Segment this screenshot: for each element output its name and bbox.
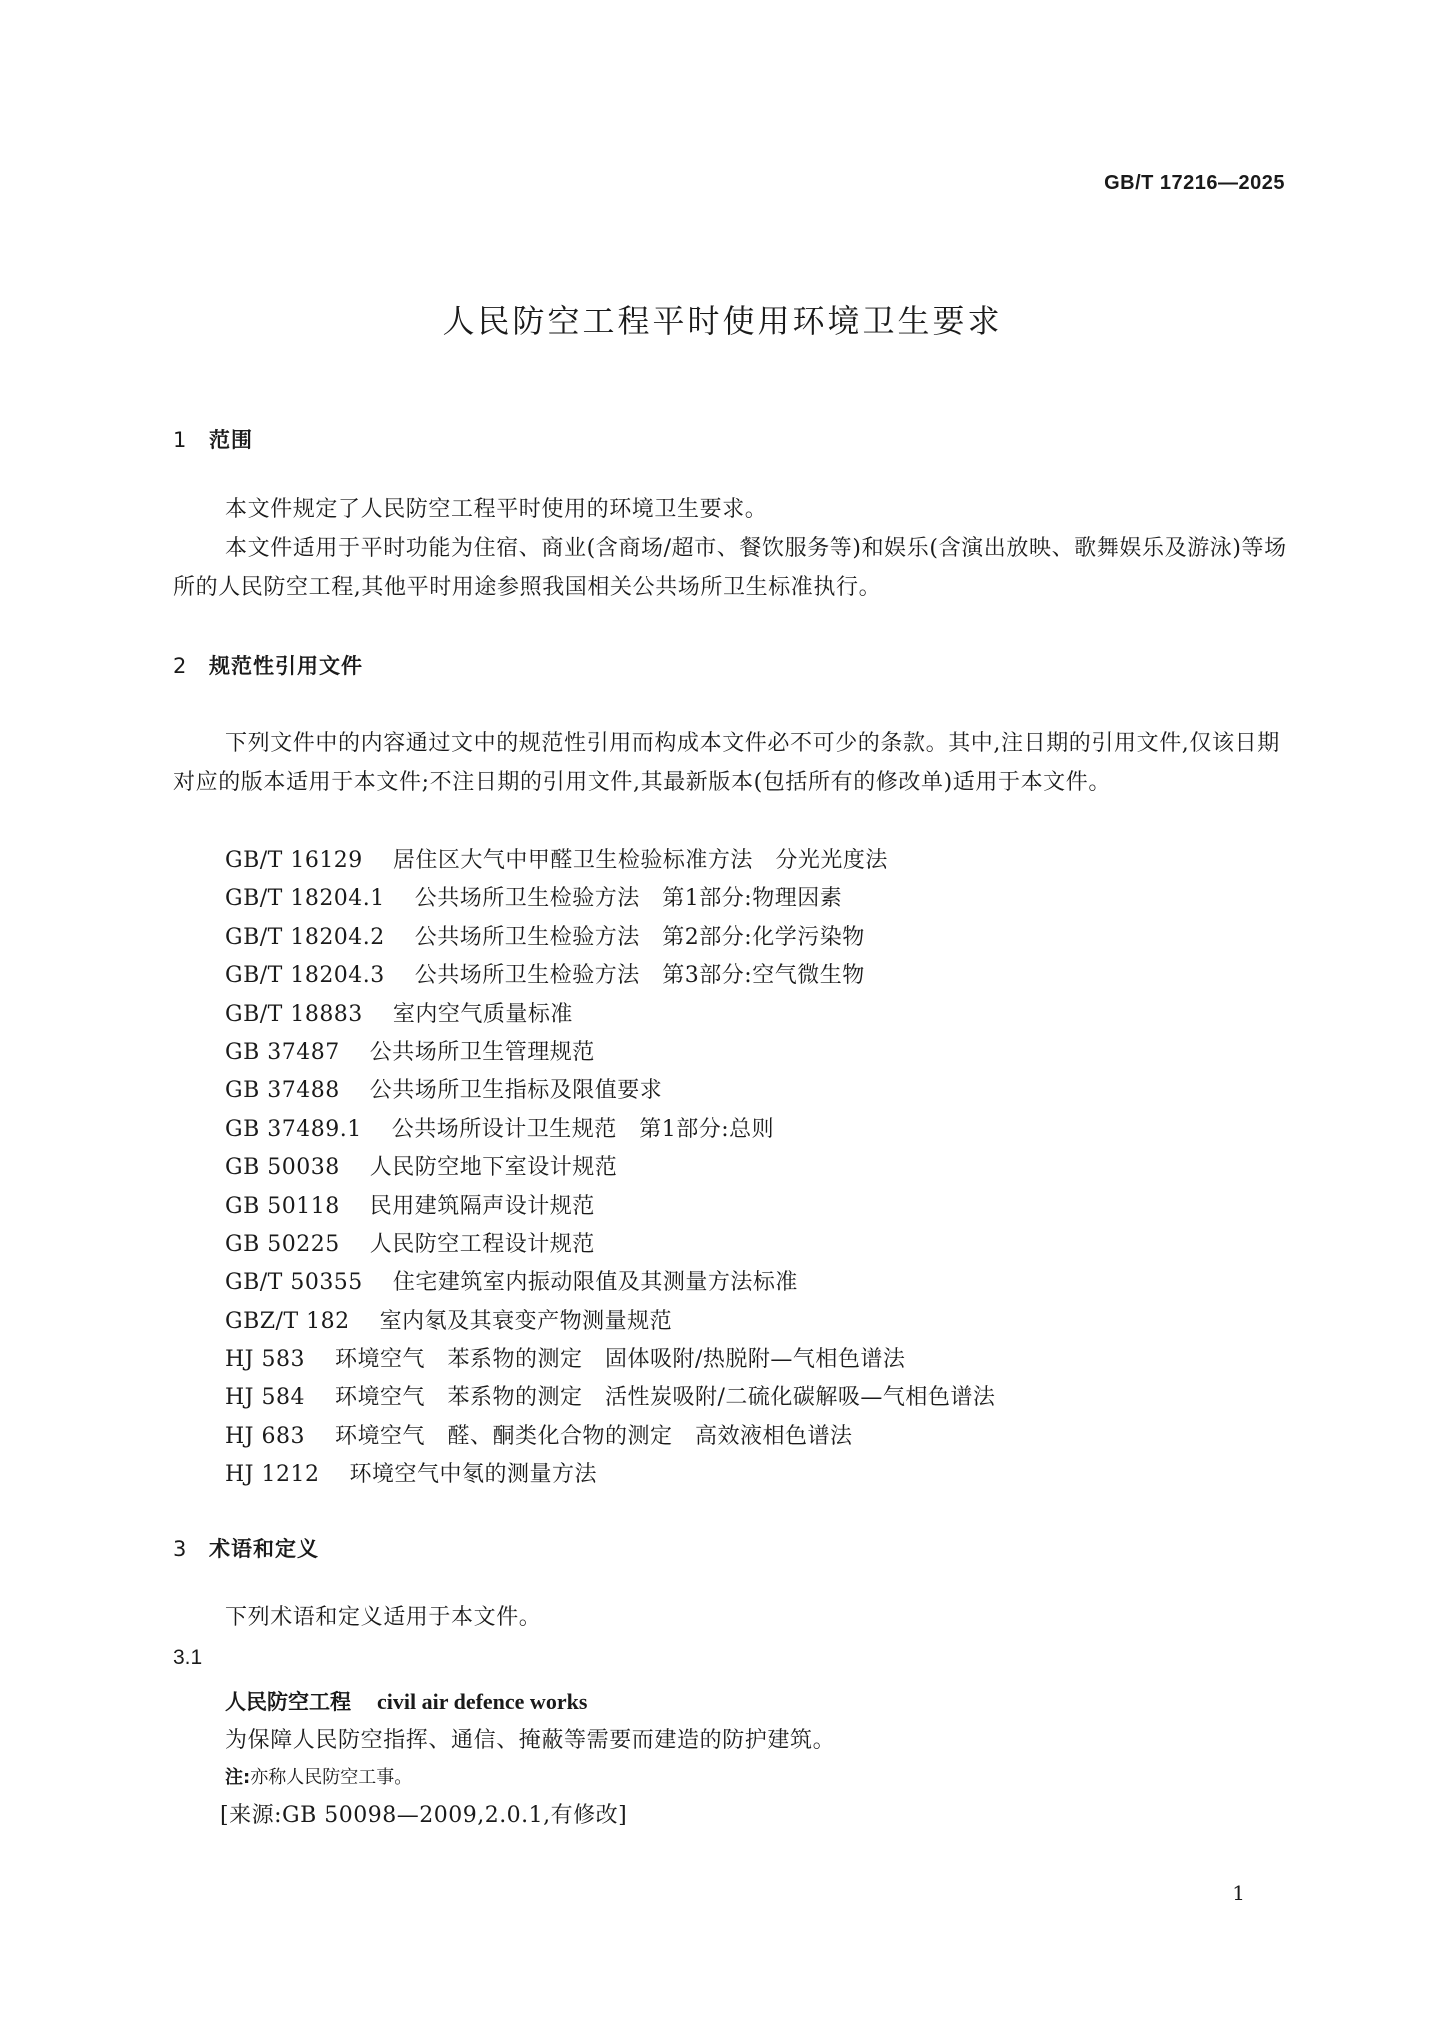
normative-references-list [225,842,995,1495]
reference-code: GB 50038 [225,1155,340,1181]
section-title: 规范性引用文件 [209,654,363,678]
paragraph-text: 本文件适用于平时功能为住宿、商业(含商场/超市、餐饮服务等)和娱乐(含演出放映、歌舞娱乐及游泳)等场所的人民防空工程,其他平时用途参照我国相关公共场所卫生标准执行。 [173,536,1287,600]
reference-title: 环境空气 苯系物的测定 活性炭吸附/二硫化碳解吸—气相色谱法 [335,1385,996,1411]
reference-title: 住宅建筑室内振动限值及其测量方法标准 [392,1270,798,1296]
section-2-heading [173,650,363,680]
reference-title: 环境空气 醛、酮类化合物的测定 高效液相色谱法 [335,1423,853,1449]
reference-item [225,1341,995,1379]
reference-code: GB 37487 [225,1039,340,1065]
reference-title: 公共场所卫生管理规范 [369,1039,595,1065]
reference-item [225,996,995,1034]
scope-paragraph-2 [173,529,1295,607]
reference-title: 公共场所设计卫生规范 第1部分:总则 [391,1116,775,1142]
reference-title: 公共场所卫生检验方法 第3部分:空气微生物 [414,963,865,989]
reference-item [225,1072,995,1110]
reference-item [225,1111,995,1149]
section-3-heading [173,1533,319,1563]
reference-item [225,1188,995,1226]
reference-code: GB/T 18204.2 [225,924,385,950]
term-note [225,1763,412,1789]
reference-code: HJ 583 [225,1347,305,1373]
reference-item [225,1264,995,1302]
reference-item [225,1379,995,1417]
paragraph-text: 下列术语和定义适用于本文件。 [225,1605,542,1630]
document-title: 人民防空工程平时使用环境卫生要求 [442,302,1003,340]
reference-code: GB/T 16129 [225,848,363,873]
reference-item [225,919,995,957]
reference-title: 公共场所卫生指标及限值要求 [369,1078,663,1104]
paragraph-text: 本文件规定了人民防空工程平时使用的环境卫生要求。 [225,497,768,522]
term-name-en: civil air defence works [377,1689,588,1714]
reference-title: 公共场所卫生检验方法 第1部分:物理因素 [414,886,843,912]
reference-code: GB/T 18204.3 [225,963,385,989]
reference-title: 人民防空地下室设计规范 [369,1155,618,1181]
note-text: 亦称人民防空工事。 [250,1767,413,1788]
section-number: 3 [173,1537,188,1561]
note-label: 注: [225,1767,251,1788]
reference-code: GB/T 18883 [225,1001,363,1027]
reference-item [225,1226,995,1264]
term-name-zh: 人民防空工程 [225,1690,351,1714]
reference-code: GB 37488 [225,1078,340,1104]
term-number: 3.1 [173,1646,203,1669]
reference-title: 环境空气中氡的测量方法 [349,1462,598,1488]
reference-title: 公共场所卫生检验方法 第2部分:化学污染物 [414,924,865,950]
document-code: GB/T 17216—2025 [1104,172,1285,194]
reference-item [225,1303,995,1341]
reference-item [225,1034,995,1072]
reference-item [225,842,995,880]
reference-code: GBZ/T 182 [225,1308,350,1334]
paragraph-text: 下列文件中的内容通过文中的规范性引用而构成本文件必不可少的条款。其中,注日期的引用文件,仅该日期对应的版本适用于本文件;不注日期的引用文件,其最新版本(包括所有的修改单)适用于本文件。 [173,731,1280,795]
reference-code: GB 50225 [225,1231,340,1257]
reference-item [225,880,995,918]
reference-item [225,1418,995,1456]
section-number: 2 [173,654,188,678]
reference-code: GB 50118 [225,1193,340,1219]
section-title: 术语和定义 [209,1537,319,1561]
reference-title: 民用建筑隔声设计规范 [369,1193,595,1219]
reference-item [225,1456,995,1494]
reference-title: 居住区大气中甲醛卫生检验标准方法 分光光度法 [392,848,888,873]
reference-title: 人民防空工程设计规范 [369,1231,595,1257]
term-source: [来源:GB 50098—2009,2.0.1,有修改] [220,1803,628,1828]
terms-intro-paragraph [173,1598,1295,1637]
term-definition: 为保障人民防空指挥、通信、掩蔽等需要而建造的防护建筑。 [225,1728,836,1753]
reference-code: HJ 584 [225,1385,305,1411]
reference-item [225,957,995,995]
reference-title: 室内氡及其衰变产物测量规范 [379,1308,673,1334]
term-name [225,1686,587,1716]
reference-code: GB/T 50355 [225,1270,363,1296]
section-number: 1 [173,428,188,452]
reference-code: HJ 1212 [225,1462,320,1488]
reference-title: 环境空气 苯系物的测定 固体吸附/热脱附—气相色谱法 [335,1347,906,1373]
reference-code: GB/T 18204.1 [225,886,385,912]
section-1-heading [173,424,253,454]
reference-code: HJ 683 [225,1423,305,1449]
section-title: 范围 [209,428,253,452]
reference-item [225,1149,995,1187]
page-number: 1 [1232,1881,1245,1905]
reference-title: 室内空气质量标准 [392,1001,573,1027]
scope-paragraph-1 [173,490,1295,529]
references-intro-paragraph [173,724,1295,802]
reference-code: GB 37489.1 [225,1116,362,1142]
